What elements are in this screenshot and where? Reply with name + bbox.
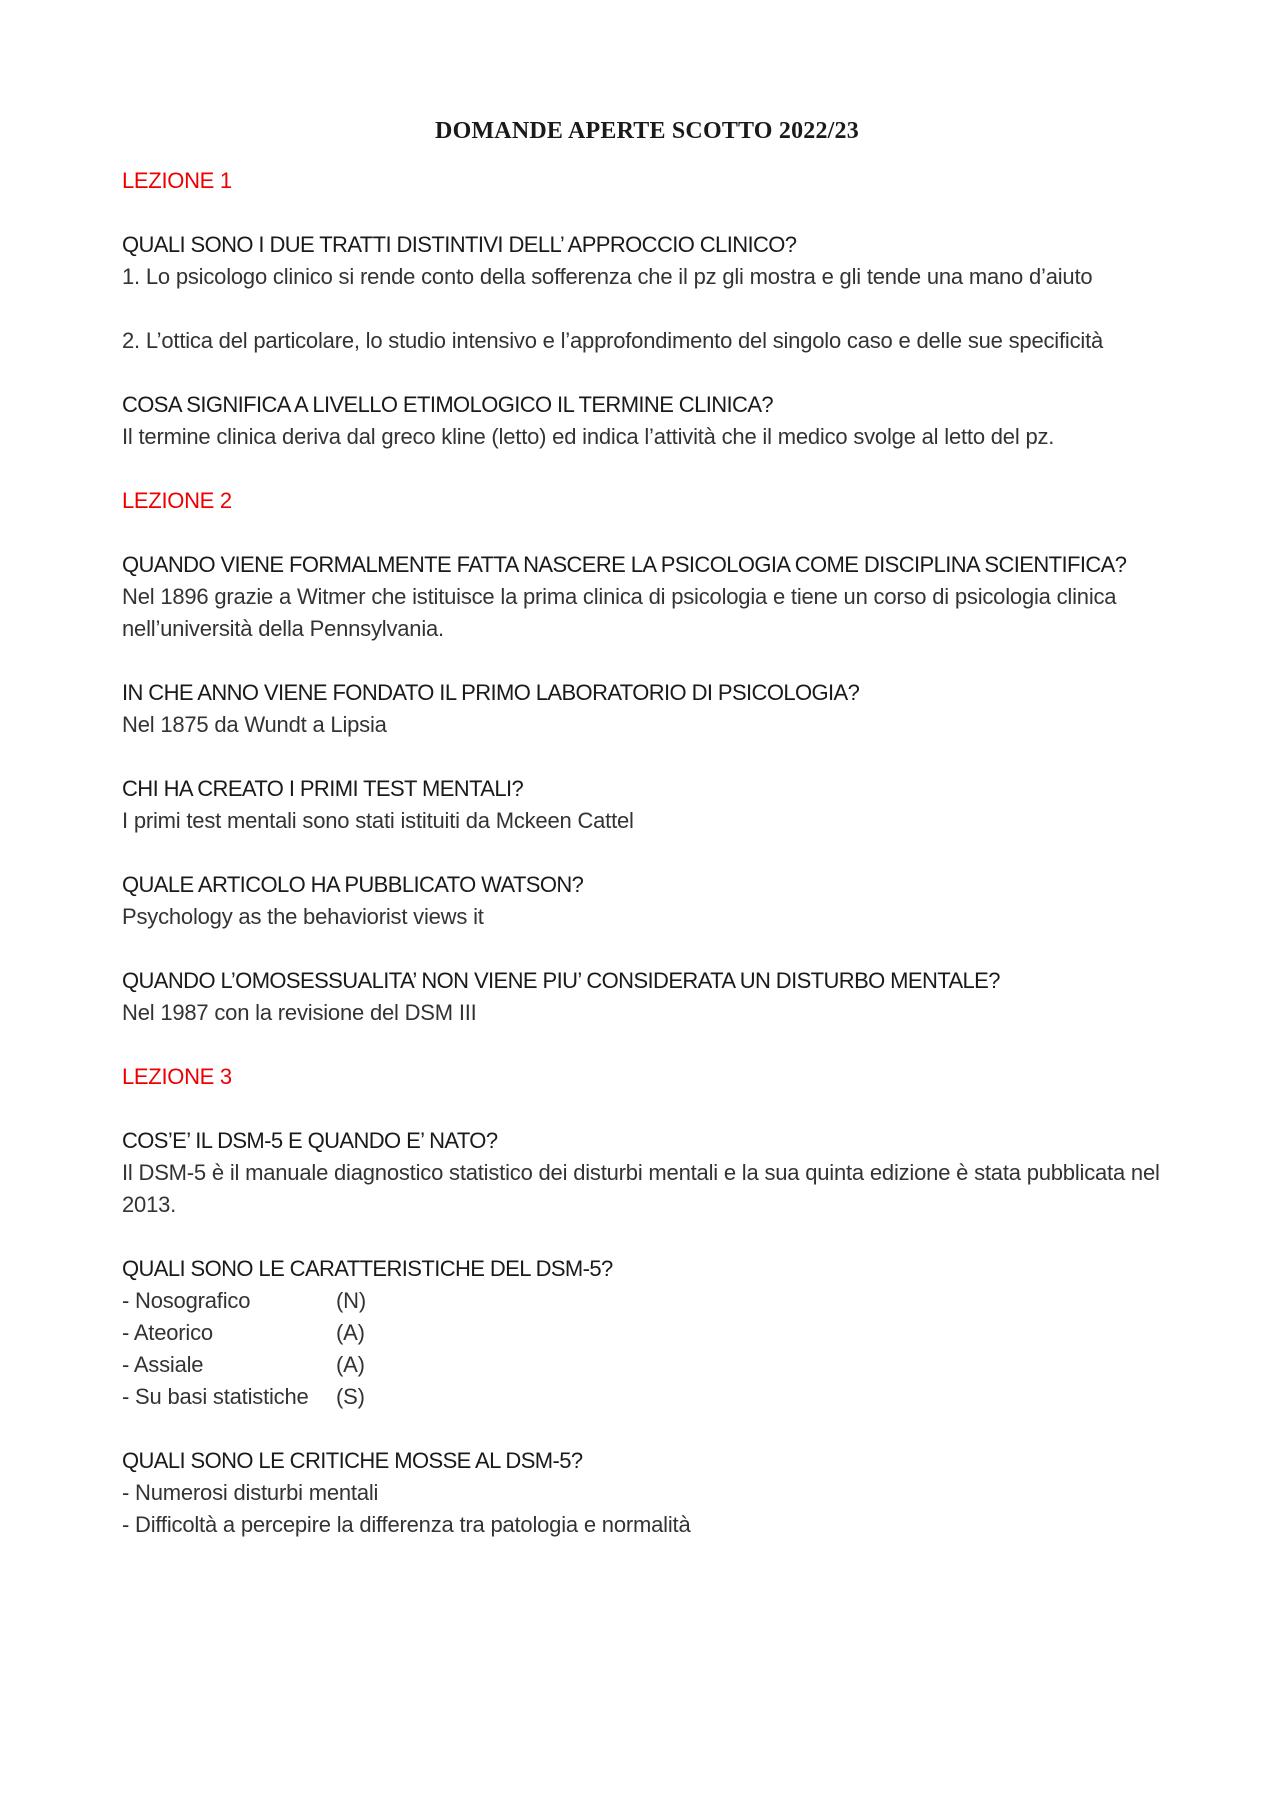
list-item: [122, 1285, 1172, 1317]
question: COSA SIGNIFICA A LIVELLO ETIMOLOGICO IL TERMINE CLINICA?: [122, 392, 774, 417]
question: QUALI SONO I DUE TRATTI DISTINTIVI DELL’ APPROCCIO CLINICO?: [122, 232, 797, 257]
question: QUALE ARTICOLO HA PUBBLICATO WATSON?: [122, 872, 584, 897]
qa-block: [122, 773, 1172, 837]
question: QUALI SONO LE CARATTERISTICHE DEL DSM-5?: [122, 1256, 613, 1281]
question: COS’E’ IL DSM-5 E QUANDO E’ NATO?: [122, 1128, 498, 1153]
qa-block: [122, 1253, 1172, 1413]
question: QUANDO L’OMOSESSUALITA’ NON VIENE PIU’ CONSIDERATA UN DISTURBO MENTALE?: [122, 968, 1000, 993]
list-term: - Ateorico: [122, 1320, 213, 1345]
list-term: - Assiale: [122, 1352, 204, 1377]
answer: Nel 1896 grazie a Witmer che istituisce la prima clinica di psicologia e tiene un corso di psicologia clinica nell’università della Pennsylvania.: [122, 584, 1117, 641]
list-term: - Nosografico: [122, 1288, 251, 1313]
answer: 2. L’ottica del particolare, lo studio intensivo e l’approfondimento del singolo caso e delle sue specificità: [122, 328, 1104, 353]
list-item: [122, 1381, 1172, 1413]
list-code: (S): [336, 1384, 365, 1409]
lesson-heading: LEZIONE 1: [122, 168, 232, 193]
qa-block: [122, 1445, 1172, 1541]
answer: 1. Lo psicologo clinico si rende conto della sofferenza che il pz gli mostra e gli tende una mano d’aiuto: [122, 264, 1093, 289]
qa-block: [122, 677, 1172, 741]
qa-block: [122, 869, 1172, 933]
document-title: DOMANDE APERTE SCOTTO 2022/23: [435, 118, 859, 144]
qa-block: [122, 389, 1172, 453]
answer: I primi test mentali sono stati istituiti da Mckeen Cattel: [122, 808, 634, 833]
question: IN CHE ANNO VIENE FONDATO IL PRIMO LABORATORIO DI PSICOLOGIA?: [122, 680, 860, 705]
answer: Nel 1875 da Wundt a Lipsia: [122, 712, 387, 737]
answer: Nel 1987 con la revisione del DSM III: [122, 1000, 477, 1025]
answer: Il termine clinica deriva dal greco kline (letto) ed indica l’attività che il medico svolge al letto del pz.: [122, 424, 1055, 449]
list-code: (N): [336, 1288, 366, 1313]
document-page: [122, 118, 1172, 1573]
answer: Psychology as the behaviorist views it: [122, 904, 484, 929]
answer-line: - Numerosi disturbi mentali: [122, 1480, 379, 1505]
list-code: (A): [336, 1320, 365, 1345]
list-item: [122, 1349, 1172, 1381]
list-term: - Su basi statistiche: [122, 1384, 309, 1409]
question: QUANDO VIENE FORMALMENTE FATTA NASCERE LA PSICOLOGIA COME DISCIPLINA SCIENTIFICA?: [122, 552, 1127, 577]
qa-block: [122, 1125, 1172, 1221]
qa-block: [122, 965, 1172, 1029]
list-item: [122, 1317, 1172, 1349]
question: QUALI SONO LE CRITICHE MOSSE AL DSM-5?: [122, 1448, 583, 1473]
qa-block: [122, 229, 1172, 357]
lesson-heading: LEZIONE 3: [122, 1064, 232, 1089]
answer-line: - Difficoltà a percepire la differenza tra patologia e normalità: [122, 1512, 691, 1537]
question: CHI HA CREATO I PRIMI TEST MENTALI?: [122, 776, 524, 801]
answer: Il DSM-5 è il manuale diagnostico statistico dei disturbi mentali e la sua quinta edizione è stata pubblicata nel 2013.: [122, 1160, 1160, 1217]
list-code: (A): [336, 1352, 365, 1377]
qa-block: [122, 549, 1172, 645]
lesson-heading: LEZIONE 2: [122, 488, 232, 513]
